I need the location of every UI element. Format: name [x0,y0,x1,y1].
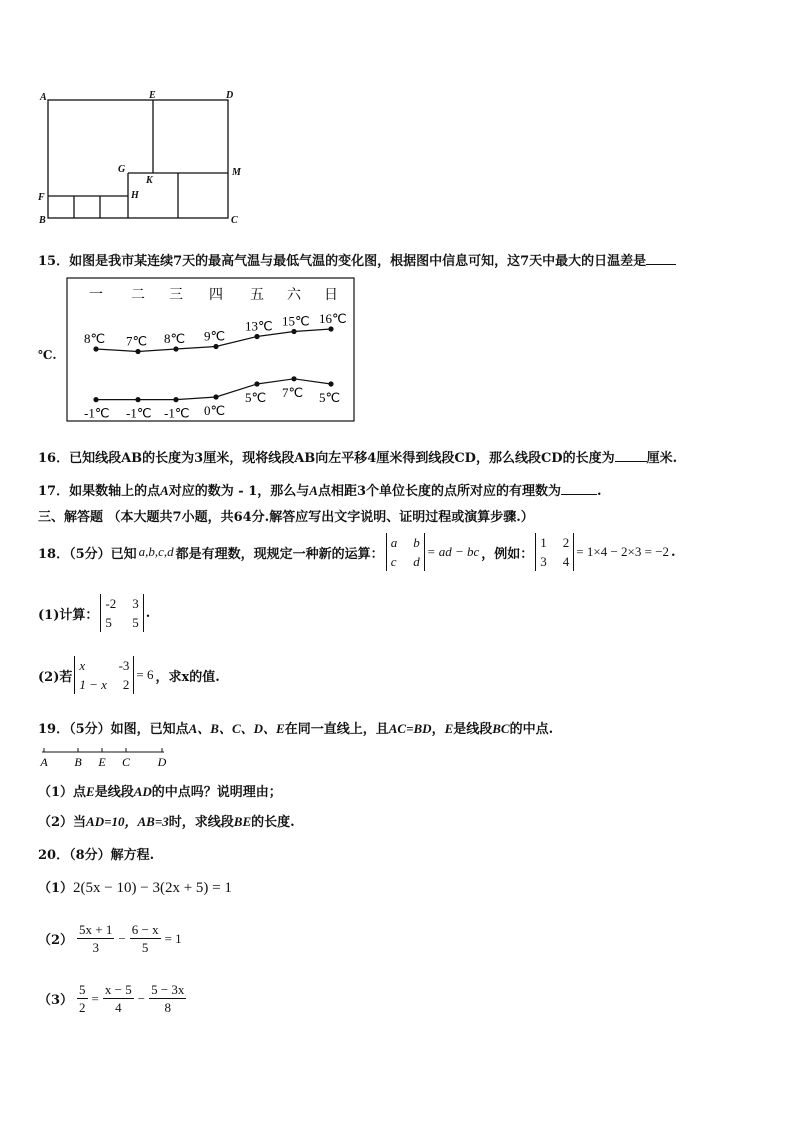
day-label: 五 [250,288,264,303]
low-temp-point [93,397,98,402]
low-temp-label: 0℃ [204,403,226,418]
label-M: M [232,167,241,178]
question-16: 16．已知线段AB的长度为3厘米，现将线段AB向左平移4厘米得到线段CD，那么线段CD的长度为 厘米. [38,451,678,466]
low-temp-label: -1℃ [126,405,152,421]
low-temp-point [135,397,140,402]
equation-1: （1）2(5x − 10) − 3(2x + 5) = 1 [38,880,232,896]
low-temp-point [328,381,333,386]
question-19-part2: （2）当AD=10，AB=3时，求线段BE的长度. [38,814,295,830]
low-temp-label: 5℃ [245,390,267,405]
high-temp-point [135,349,140,354]
low-temp-point [213,394,218,399]
segment-point-label: E [98,755,106,769]
temp-unit: ℃. [38,348,57,362]
low-temp-label: -1℃ [164,405,190,421]
label-F: F [38,192,45,203]
determinant-part1: -2 3 5 5 [100,594,143,632]
segment-point-label: B [74,755,82,769]
high-temp-point [93,346,98,351]
high-temp-point [213,344,218,349]
segment-point-label: A [40,755,48,769]
low-temp-label: 5℃ [319,390,341,405]
question-20: 20．（8分）解方程. [38,848,155,863]
high-temp-label: 15℃ [282,313,310,329]
high-temp-label: 7℃ [126,333,148,349]
rectangle-figure [36,88,256,228]
question-18-part1: (1)计算： -2 3 5 5 . [38,596,151,630]
question-15: 15．如图是我市某连续7天的最高气温与最低气温的变化图，根据图中信息可知，这7天中最大的日温差是 [38,250,676,269]
equation-2: （2） $\frac{5x + 1}{3}$ − $\frac{6 - x}{5}$ = 1 [38,922,182,955]
number-line-figure [36,744,176,770]
high-temp-label: 16℃ [319,311,347,326]
day-label: 二 [131,288,145,303]
high-temp-label: 9℃ [204,328,226,344]
segment-point-label: D [157,755,167,769]
label-K: K [146,175,153,186]
high-temp-point [254,334,259,339]
determinant-definition: a b c d [386,533,425,571]
label-G: G [118,164,126,175]
question-17: 17．如果数轴上的点A对应的数为 - 1，那么与A点相距3个单位长度的点所对应的有理数为 . [38,483,602,499]
day-label: 三 [169,288,183,303]
high-temp-label: 8℃ [84,331,106,346]
label-C: C [231,215,238,226]
question-18-part2: (2)若 x -3 1 − x 2 = 6 ，求x的值. [38,658,220,692]
segment-point-label: C [121,755,131,769]
question-19: 19．（5分）如图，已知点A、B、C、D、E在同一直线上，且AC=BD，E是线段BC的中点. [38,721,554,737]
day-label: 日 [324,288,338,303]
low-temp-point [291,376,296,381]
high-temp-label: 13℃ [245,318,273,334]
section-3-heading: 三、解答题 （本大题共7小题，共64分.解答应写出文字说明、证明过程或演算步骤.） [38,510,534,525]
label-A: A [40,92,47,103]
label-B: B [39,215,46,226]
determinant-example: 1 2 3 4 [535,533,574,571]
label-H: H [131,190,139,201]
question-18: 18．（5分）已知 a,b,c,d 都是有理数，现规定一种新的运算： a b c d = ad − bc ，例如： 1 2 3 4 = 1×4 − 2×3 = −2 . [38,535,676,569]
low-temp-point [254,381,259,386]
day-label: 四 [209,288,223,303]
question-19-part1: （1）点E是线段AD的中点吗？说明理由； [38,784,282,800]
label-D: D [226,90,234,101]
temperature-chart [66,277,356,423]
low-temp-point [173,397,178,402]
high-temp-point [291,329,296,334]
low-temp-label: -1℃ [84,405,110,421]
equation-3: （3） $\frac{5}{2}$ = $\frac{x - 5}{4}$ − $\frac{5 - 3x}{8}$ [38,982,185,1015]
day-label: 六 [287,288,301,303]
day-label: 一 [89,288,103,303]
high-temp-label: 8℃ [164,331,186,346]
high-temp-point [173,346,178,351]
high-temp-point [328,326,333,331]
determinant-part2: x -3 1 − x 2 [74,656,134,694]
label-E: E [149,90,156,101]
low-temp-label: 7℃ [282,384,304,400]
